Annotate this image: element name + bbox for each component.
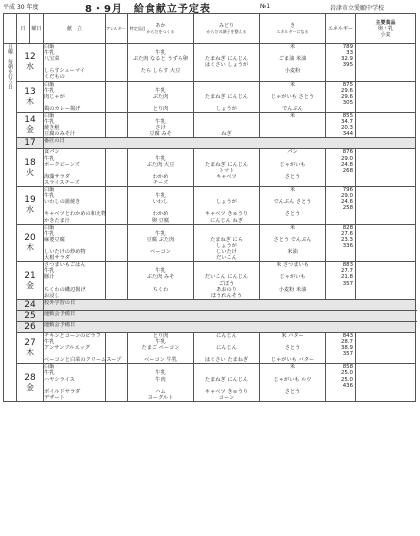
page-title: 8・9月 給食献立予定表 (85, 4, 211, 15)
weekday: 水 (26, 205, 34, 215)
dish-list-line: 白飯 (44, 81, 55, 88)
green-foods (194, 364, 260, 402)
nutrition-values-line: 24.8 (340, 161, 353, 168)
red-foods-line: 豆腐 ぶた肉 (146, 236, 175, 243)
nutrition-values-line: 29.6 (340, 93, 353, 100)
red-foods-line: ぶた肉 大豆 (146, 161, 175, 168)
dish-list-line: 麻婆豆腐 (44, 236, 65, 243)
day-row (4, 262, 416, 300)
dish-list (44, 138, 416, 149)
red-foods-line: とり肉 (152, 105, 169, 112)
yellow-foods-line: 米 (289, 224, 296, 231)
allergy-cell (106, 262, 128, 300)
nutrition-values-line: 828 (342, 224, 353, 231)
menu-table (3, 13, 416, 402)
dish-list-line: 食パン (44, 149, 60, 156)
red-foods-line: 牛乳 (155, 119, 166, 126)
dish-list-line: アンサンブルエッグ (44, 345, 90, 352)
red-foods-line: たまご ベーコン (141, 345, 180, 352)
nutrition-values-line: 855 (342, 113, 353, 120)
dish-list-line: スライスチーズ (44, 179, 80, 186)
green-foods (194, 224, 260, 262)
red-foods-line: 牛乳 (155, 338, 166, 345)
red-foods (128, 81, 194, 113)
green-foods-line: たまねぎ にんじん (204, 376, 249, 383)
yellow-foods-line (260, 74, 325, 80)
yellow-foods-line (260, 180, 325, 186)
green-foods-line: キャベツ きゅうり (204, 388, 249, 395)
green-foods-line: にんじん (216, 345, 237, 352)
yellow-foods-line (260, 255, 325, 261)
nutrition-values (326, 81, 356, 113)
dish-list (44, 224, 106, 262)
day-number: 20 木 (17, 224, 44, 262)
dish-list-line: ポークビーンズ (44, 161, 80, 168)
day-number: 19 水 (17, 187, 44, 225)
yellow-header: き エネルギーになる (260, 14, 326, 44)
green-foods-line: たまねぎ にんじん (204, 93, 249, 100)
red-foods (128, 224, 194, 262)
legend-item: 小麦 (380, 31, 391, 38)
note-cell (356, 332, 416, 364)
weekday-header: 曜日 (30, 14, 44, 44)
dish-list (44, 81, 106, 113)
dish-list-line: 校外学習の日 (44, 299, 76, 306)
side-header (4, 14, 17, 44)
green-foods (194, 332, 260, 364)
dish-list-line: 牛乳 (44, 87, 55, 94)
green-foods (194, 149, 260, 187)
nutrition-values-line: 29.0 (340, 193, 353, 200)
yellow-foods-line: 米油 (287, 249, 298, 256)
red-foods-line: わかめ (152, 211, 169, 218)
yellow-foods (260, 44, 326, 82)
green-foods-line: しょうが (216, 105, 237, 112)
red-foods-line: ぶた肉 みそ (146, 274, 175, 281)
day-row (4, 310, 416, 321)
dish-list-line: くだもの (44, 74, 65, 81)
yellow-foods-line (260, 395, 325, 401)
nutrition-values-line: 344 (342, 131, 353, 138)
green-foods-line: はくさい たまねぎ (204, 357, 249, 364)
weekday: 木 (26, 348, 34, 358)
nutrition-values-line: 436 (342, 382, 353, 389)
green-foods-line: たまねぎ にら (210, 236, 243, 243)
dish-list (44, 299, 416, 310)
day-number: 13 木 (17, 81, 44, 113)
red-foods-line: 豆腐 みそ (149, 131, 172, 138)
allergy-cell (106, 44, 128, 82)
green-foods-line: コーン (218, 394, 235, 401)
dish-list-line: 牛乳 (44, 268, 55, 275)
dish-list-line: 番匠の日 (44, 138, 65, 145)
nutrition-values (326, 364, 356, 402)
yellow-foods-line: 米 (289, 113, 296, 120)
red-foods-line: 卵 豆腐 (151, 217, 170, 224)
green-foods (194, 113, 260, 138)
day-row (4, 44, 416, 82)
nutrition-values-line: 27.6 (340, 230, 353, 237)
day-row (4, 81, 416, 113)
red-foods-line: 牛乳 (155, 370, 166, 377)
weekday: 火 (26, 167, 34, 177)
yellow-foods-line: 米 (289, 364, 296, 371)
red-foods-line: いわし (152, 199, 169, 206)
dish-list-line: いわしの蒲焼き (44, 199, 81, 206)
nutrition-values-line: 24.6 (340, 199, 353, 206)
green-foods-line: トマト (218, 167, 235, 174)
dish-list-line: 白飯 (44, 364, 55, 371)
school-name: 岩津市立愛願中学校 (330, 5, 385, 12)
fiscal-year: 平成 30 年度 (3, 4, 39, 11)
day-number: 17 (17, 138, 44, 149)
yellow-foods-line: さとう (284, 345, 301, 352)
nutrition-values (326, 332, 356, 364)
dish-list-line: ボイルドサラダ (44, 388, 81, 395)
yellow-foods (260, 113, 326, 138)
red-foods-line: チーズ (152, 179, 169, 186)
allergy-cell (106, 224, 128, 262)
green-foods-line: にんじん (216, 332, 237, 339)
dish-list-line: 牛乳 (44, 193, 55, 200)
yellow-foods-line: さとう (284, 388, 301, 395)
yellow-foods-line: でんぷん さとう (273, 199, 312, 206)
day-number: 14 金 (17, 113, 44, 138)
day-row (4, 138, 416, 149)
red-foods-line: ハム (155, 388, 166, 395)
red-foods-line (128, 255, 193, 261)
red-foods-line: 牛肉 (155, 376, 166, 383)
green-foods-line: あおのり (216, 286, 237, 293)
dish-list-line: 牛乳 (44, 155, 55, 162)
nutrition-values-line: 858 (342, 364, 353, 371)
yellow-foods-line: さとう (284, 211, 301, 218)
dish-list-line: 白飯 (44, 44, 55, 50)
yellow-foods-line: さとう でんぷん (273, 236, 312, 243)
allergy-cell (106, 187, 128, 225)
red-foods-line: ヨーグルト (147, 394, 174, 401)
kcal-header: エネルギー (326, 14, 356, 44)
green-foods-line (194, 74, 259, 80)
dish-list-line: 牛乳 (44, 370, 55, 377)
red-foods (128, 332, 194, 364)
green-foods (194, 44, 260, 82)
dish-list-line: 海藻サラダ (44, 173, 70, 180)
nutrition-values (326, 224, 356, 262)
nutrition-values-line: 29.0 (340, 155, 353, 162)
red-foods (128, 187, 194, 225)
dish-list (44, 262, 106, 300)
day-number: 25 (17, 310, 44, 321)
nutrition-values-line: 33 (346, 50, 353, 57)
red-foods-line: 牛乳 (155, 193, 166, 200)
allergy-header: アレルギー 特定品目 (106, 14, 128, 44)
red-foods (128, 364, 194, 402)
nutrition-values-line: 34.7 (340, 119, 353, 126)
nutrition-values-line: 25.0 (340, 376, 353, 383)
dish-list-line: ちくわの磯辺揚げ (44, 286, 86, 293)
day-row (4, 364, 416, 402)
green-foods-line: しょうが (216, 242, 237, 249)
nutrition-values (326, 113, 356, 138)
nutrition-values-line: 883 (342, 262, 353, 269)
red-foods-line: わかめ (152, 173, 169, 180)
nutrition-values (326, 262, 356, 300)
red-foods-line: ちくわ (152, 286, 169, 293)
red-foods-line: たら しらす 大豆 (140, 68, 181, 75)
legend-box (356, 14, 416, 44)
green-foods-line: はくさい しょうが (204, 62, 249, 69)
nutrition-values-line: 20.3 (340, 125, 353, 132)
green-foods-line: しいたけ (216, 249, 237, 256)
nutrition-values-line: 875 (342, 81, 353, 88)
day-number: 26 (17, 321, 44, 332)
day-row (4, 149, 416, 187)
yellow-foods-line: 米 バター (281, 332, 304, 339)
yellow-foods-line: ごま油 米油 (278, 56, 307, 63)
dish-list-line: キャベツとわかめの和え物 (44, 211, 107, 218)
yellow-foods-line: 小麦粉 米油 (278, 286, 307, 293)
nutrition-values (326, 44, 356, 82)
nutrition-values-line: 29.6 (340, 87, 353, 94)
nutrition-values-line: 28.7 (340, 338, 353, 345)
yellow-foods-line: 小麦粉 (284, 68, 301, 75)
dish-list (44, 149, 106, 187)
dish-list-line: 牛乳 (44, 119, 55, 126)
red-foods-line: 牛乳 (155, 268, 166, 275)
allergy-cell (106, 81, 128, 113)
green-foods-line: キャベツ (216, 173, 237, 180)
note-cell (356, 187, 416, 225)
red-header: あか からだをつくる (128, 14, 194, 44)
weekday: 木 (26, 96, 34, 106)
yellow-foods-line: 米 (289, 187, 296, 194)
note-cell (356, 81, 416, 113)
note-cell (356, 149, 416, 187)
red-foods-line: ぶた肉 (152, 93, 169, 100)
day-row (4, 299, 416, 310)
green-foods (194, 262, 260, 300)
red-foods-line: さけ (155, 125, 166, 132)
note-cell (356, 262, 416, 300)
sheet-number: №1 (260, 3, 271, 10)
red-foods-line: ぶた肉 なると うずら卵 (132, 56, 189, 63)
legend-item: 卵・乳 (377, 25, 393, 32)
green-foods (194, 187, 260, 225)
dish-list (44, 44, 106, 82)
day-row (4, 187, 416, 225)
dish-list (44, 113, 106, 138)
menu-header: 献 立 (44, 14, 106, 44)
red-foods-line: ベーコン (150, 249, 171, 256)
dish-list-line: 豆腐のみそ汁 (44, 131, 76, 138)
allergy-cell (106, 113, 128, 138)
yellow-foods (260, 262, 326, 300)
yellow-foods-line: 米 (289, 44, 296, 50)
nutrition-values-line: 38.9 (340, 345, 353, 352)
yellow-foods-line: 米 (289, 81, 296, 88)
green-foods-line: ほうれんそう (210, 292, 243, 299)
allergy-cell (106, 149, 128, 187)
green-foods-line: だいこん にんじん (204, 274, 249, 281)
dish-list-line: 牛乳 (44, 50, 55, 57)
red-foods-line: とり肉 (152, 332, 169, 339)
nutrition-values-line: 268 (342, 167, 353, 174)
nutrition-values-line: 843 (342, 332, 353, 339)
dish-list-line: 運動会予備日 (44, 310, 76, 317)
yellow-foods-line: 米 さつまいも (276, 262, 309, 269)
nutrition-values (326, 187, 356, 225)
note-cell (356, 113, 416, 138)
nutrition-values-line: 25.0 (340, 370, 353, 377)
yellow-foods (260, 224, 326, 262)
dish-list-line: 大根サラダ (44, 255, 70, 262)
dish-list (44, 310, 416, 321)
dish-list-line: 白飯 (44, 224, 55, 231)
dish-list-line: 豚汁 (44, 274, 55, 281)
dish-list-line: 白飯 (44, 187, 55, 194)
dish-list-line: さつまいもごはん (44, 262, 86, 269)
dish-list (44, 187, 106, 225)
green-foods-line: にんじん ねぎ (210, 217, 243, 224)
nutrition-values-line: 258 (342, 205, 353, 212)
day-number: 24 (17, 299, 44, 310)
red-foods (128, 149, 194, 187)
nutrition-values (326, 149, 356, 187)
dish-list-line: 鶏のカレー揚げ (44, 105, 81, 112)
green-foods-line: ごぼう (218, 280, 235, 287)
sheet-header (0, 0, 420, 14)
yellow-foods (260, 149, 326, 187)
dish-list-line: しいたけの炒め物 (44, 249, 86, 256)
dish-list-line: ハヤシライス (44, 376, 75, 383)
nutrition-values-line: 789 (342, 44, 353, 50)
green-foods (194, 81, 260, 113)
weekday: 水 (26, 62, 34, 72)
dish-list-line: ベーコンと白菜のクリームスープ (44, 357, 122, 364)
nutrition-values-line: 796 (342, 187, 353, 194)
yellow-foods (260, 364, 326, 402)
yellow-foods-line (260, 131, 325, 137)
yellow-foods (260, 187, 326, 225)
yellow-foods-line: じゃがいも さとう (270, 93, 315, 100)
dish-list-line: 八宝菜 (44, 56, 60, 63)
green-foods-line: だいこん (216, 255, 237, 262)
dish-list-line: チキンとコーンのピラフ (44, 332, 101, 339)
nutrition-values-line: 876 (342, 149, 353, 156)
dish-list-line: 牛乳 (44, 338, 55, 345)
day-row (4, 113, 416, 138)
weekday: 金 (26, 382, 34, 392)
dish-list-line: お浸し (44, 292, 60, 299)
side-label: 日曜 毎朝を行う日 (4, 44, 17, 402)
yellow-foods-line: でんぷん (282, 105, 303, 112)
dish-list-line: 肉じゃが (44, 93, 65, 100)
dish-list-line: しらすシューマイ (44, 68, 86, 75)
red-foods (128, 113, 194, 138)
weekday: 木 (26, 242, 34, 252)
day-number: 28 金 (17, 364, 44, 402)
day-row (4, 321, 416, 332)
green-header: みどり からだの調子を整える (194, 14, 260, 44)
red-foods-line (128, 293, 193, 299)
green-foods-line (194, 180, 259, 186)
yellow-foods-line: パン (287, 149, 298, 156)
note-cell (356, 224, 416, 262)
yellow-foods-line: じゃがいも (279, 274, 306, 281)
dish-list-line: 牛乳 (44, 230, 55, 237)
day-number: 18 火 (17, 149, 44, 187)
red-foods-line: ベーコン 牛乳 (144, 357, 177, 364)
dish-list-line: 運動会予備日 (44, 321, 76, 328)
day-number: 27 木 (17, 332, 44, 364)
day-number: 21 金 (17, 262, 44, 300)
yellow-foods-line: さとう (284, 173, 301, 180)
dish-list-line: デザート (44, 394, 65, 401)
nutrition-values-line: 32.9 (340, 56, 353, 63)
day-row (4, 224, 416, 262)
red-foods-line (128, 74, 193, 80)
yellow-foods-line: じゃがいも ルウ (273, 376, 312, 383)
green-foods-line: たまねぎ にんじん (204, 161, 249, 168)
weekday: 金 (26, 125, 34, 135)
nutrition-values-line: 357 (342, 351, 353, 358)
yellow-foods-line (260, 218, 325, 224)
dish-list-line: かきたま汁 (44, 217, 70, 224)
red-foods-line: 牛乳 (155, 155, 166, 162)
green-foods-line: しょうが (216, 199, 237, 206)
dish-list (44, 321, 416, 332)
red-foods (128, 44, 194, 82)
red-foods-line: 牛乳 (155, 87, 166, 94)
yellow-foods-line (260, 293, 325, 299)
nutrition-values-line: 23.3 (340, 236, 353, 243)
green-foods-line: キャベツ きゅうり (204, 211, 249, 218)
day-header: 日 (17, 14, 30, 44)
yellow-foods (260, 81, 326, 113)
nutrition-values-line: 395 (342, 62, 353, 69)
red-foods (128, 262, 194, 300)
dish-list-line: 白飯 (44, 113, 55, 120)
yellow-foods-line: じゃがいも (279, 161, 306, 168)
nutrition-values-line: 336 (342, 242, 353, 249)
weekday: 金 (26, 280, 34, 290)
green-foods-line: たまねぎ にんじん (204, 56, 249, 63)
nutrition-values-line: 21.8 (340, 274, 353, 281)
dish-list-line: 焼き鮭 (44, 125, 60, 132)
yellow-foods (260, 332, 326, 364)
note-cell (356, 364, 416, 402)
nutrition-values-line: 357 (342, 280, 353, 287)
green-foods-line: ねぎ (221, 131, 232, 138)
day-row (4, 332, 416, 364)
nutrition-values-line: 27.7 (340, 268, 353, 275)
legend-title: 主要食品 (375, 19, 396, 26)
red-foods-line: 牛乳 (155, 230, 166, 237)
yellow-foods-line: じゃがいも バター (270, 357, 315, 364)
dish-list (44, 364, 106, 402)
nutrition-values-line: 305 (342, 99, 353, 106)
red-foods-line: 牛乳 (155, 50, 166, 57)
day-number: 12 水 (17, 44, 44, 82)
note-cell (356, 44, 416, 82)
allergy-cell (106, 364, 128, 402)
dish-list (44, 332, 122, 364)
